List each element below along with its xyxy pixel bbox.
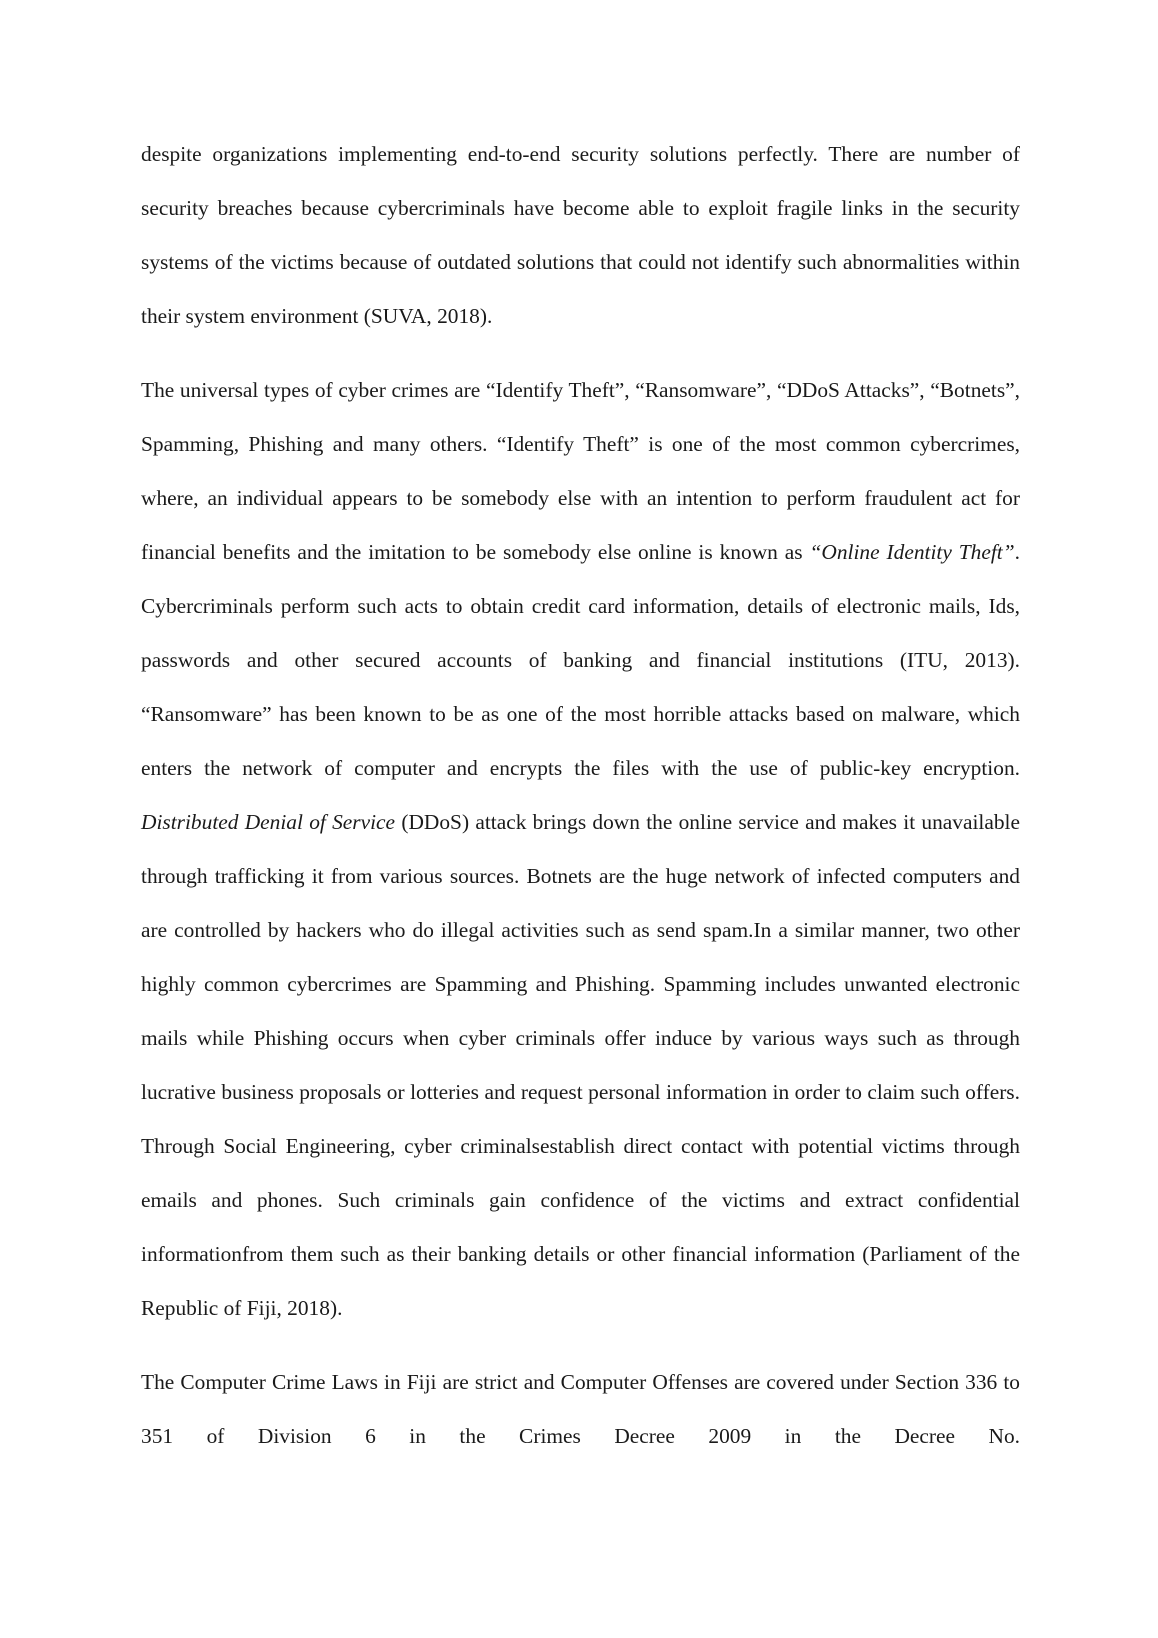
paragraph-text: The Computer Crime Laws in Fiji are strict and Computer Offenses are covered under Section 336 to 351 of Division 6 in the Crimes Decree 2009 in the Decree No.	[141, 1370, 1020, 1448]
paragraph-text: . Cybercriminals perform such acts to obtain credit card information, details of electronic mails, Ids, passwords and other secured accounts of banking and financial institutions (ITU, 2013). “Ransomware” has been known to be as one of the most horrible attacks based on malware, which enters the network of computer and encrypts the files with the use of public-key encryption.	[141, 540, 1020, 780]
document-body	[141, 127, 1020, 1483]
paragraph-fiji-laws	[141, 1355, 1020, 1463]
paragraph-text: despite organizations implementing end-to-end security solutions perfectly. There are number of security breaches because cybercriminals have become able to exploit fragile links in the security systems of the victims because of outdated solutions that could not identify such abnormalities within their system environment (SUVA, 2018).	[141, 142, 1020, 328]
paragraph-security-breaches	[141, 127, 1020, 343]
paragraph-text: (DDoS) attack brings down the online service and makes it unavailable through trafficking it from various sources. Botnets are the huge network of infected computers and are controlled by hackers who do illegal activities such as send spam.In a similar manner, two other highly common cybercrimes are Spamming and Phishing. Spamming includes unwanted electronic mails while Phishing occurs when cyber criminals offer induce by various ways such as through lucrative business proposals or lotteries and request personal information in order to claim such offers. Through Social Engineering, cyber criminalsestablish direct contact with potential victims through emails and phones. Such criminals gain confidence of the victims and extract confidential informationfrom them such as their banking details or other financial information (Parliament of the Republic of Fiji, 2018).	[141, 810, 1020, 1320]
italic-term-ddos: Distributed Denial of Service	[141, 810, 396, 834]
paragraph-text: The universal types of cyber crimes are “Identify Theft”, “Ransomware”, “DDoS Attacks”, “Botnets”, Spamming, Phishing and many others. “Identify Theft” is one of the most common cybercrimes, where, an individual appears to be somebody else with an intention to perform fraudulent act for financial benefits and the imitation to be somebody else online is known as	[141, 378, 1020, 564]
paragraph-cyber-crime-types	[141, 363, 1020, 1335]
italic-term-online-identity-theft: “Online Identity Theft”	[809, 540, 1015, 564]
